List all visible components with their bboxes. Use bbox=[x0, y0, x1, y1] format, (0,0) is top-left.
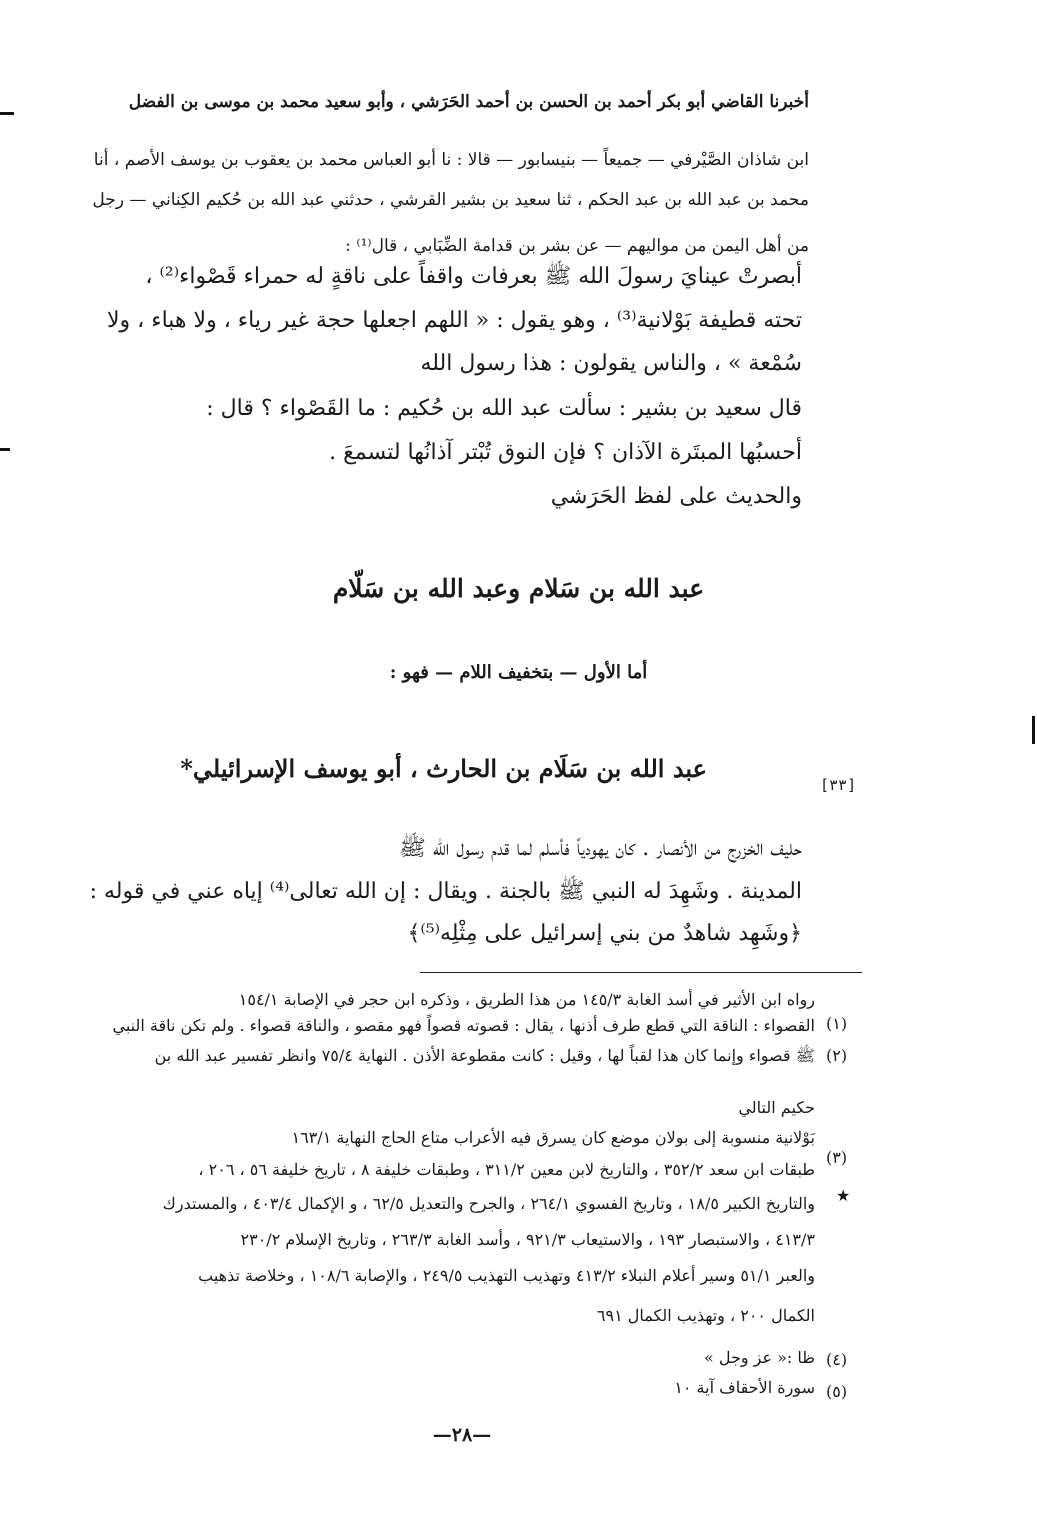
isnad-line-2: ابن شاذان الصَّيْرفي — جميعاً — بنيسابور — قالا : نا أبو العباس محمد بن يعقوب بن يوسف الأصم ، أنا bbox=[93, 150, 809, 170]
margin-mark-bottom bbox=[1032, 716, 1035, 744]
footnote-star-line-5: الكمال ٢٠٠ ، وتهذيب الكمال ٦٩١ bbox=[596, 1306, 815, 1325]
hadith-line-4: قال سعيد بن بشير : سألت عبد الله بن حُكيم : ما القَصْواء ؟ قال : bbox=[206, 396, 802, 421]
subheading: أما الأول — بتخفيف اللام — فهو : bbox=[389, 662, 648, 683]
footnote-2-line-2: ﷺ قصواء وإنما كان هذا لقباً لها ، وقيل : كانت مقطوعة الأذن . النهاية ٧٥/٤ وانظر تفسير عبد الله بن bbox=[154, 1046, 815, 1065]
footnote-5-line-1: سورة الأحقاف آية ١٠ bbox=[674, 1378, 815, 1397]
entry-number: [٣٣] bbox=[820, 776, 857, 794]
hadith-line-6: والحديث على لفظ الحَرَشي bbox=[550, 484, 802, 509]
hadith-line-3: سُمْعة » ، والناس يقولون : هذا رسول الله bbox=[420, 351, 802, 376]
footnote-3-number: (٣) bbox=[826, 1148, 848, 1167]
footnote-star-line-3: ٤١٣/٣ ، والاستبصار ١٩٣ ، والاستيعاب ٩٢١/٣ ، وأسد الغابة ٢٦٣/٣ ، وتاريخ الإسلام ٢٣٠/٢ bbox=[240, 1230, 815, 1249]
isnad-line-1: أخبرنا القاضي أبو بكر أحمد بن الحسن بن أحمد الحَرَشي ، وأبو سعيد محمد بن موسى بن الفضل bbox=[128, 92, 809, 112]
footnote-3-line-1: بَوْلانية منسوبة إلى بولان موضع كان يسرق فيه الأعراب متاع الحاج النهاية ١٦٣/١ bbox=[291, 1128, 815, 1147]
hadith-line-1: أبصرتْ عينايَ رسولَ الله ﷺ بعرفات واقفاً على ناقةٍ له حمراء قَصْواء⁽²⁾ ، bbox=[145, 264, 802, 289]
footnote-star-line-2: والتاريخ الكبير ١٨/٥ ، وتاريخ الفسوي ٢٦٤/١ ، والجرح والتعديل ٦٢/٥ ، و الإكمال ٤٠٣/٤ ، والمستدرك bbox=[162, 1194, 815, 1213]
footnote-star-line-4: والعبر ٥١/١ وسير أعلام النبلاء ٤١٣/٢ وتهذيب التهذيب ٢٤٩/٥ ، والإصابة ١٠٨/٦ ، وخلاصة تذهيب bbox=[198, 1266, 815, 1285]
entry-line-1: حليف الخزرج من الأنصار . كان يهودياً فأسلم لما قدم رسول الله ﷺ bbox=[399, 836, 802, 861]
footnote-2-line-3: حكيم التالي bbox=[738, 1098, 815, 1117]
entry-line-2: المدينة . وشَهِدَ له النبي ﷺ بالجنة . ويقال : إن الله تعالى⁽⁴⁾ إياه عني في قوله : bbox=[89, 879, 802, 904]
margin-mark-middle bbox=[0, 448, 10, 451]
entry-title: عبد الله بن سَلَام بن الحارث ، أبو يوسف الإسرائيلي* bbox=[180, 754, 707, 783]
page-number: —٢٨— bbox=[432, 1424, 492, 1446]
footnote-4-number: (٤) bbox=[826, 1350, 848, 1369]
footnote-4-line-1: ظا :« عز وجل » bbox=[703, 1348, 815, 1367]
footnote-star-line-1: طبقات ابن سعد ٣٥٢/٢ ، والتاريخ لابن معين ٣١١/٢ ، وطبقات خليفة ٨ ، تاريخ خليفة ٥٦ ، ٢٠٦ ، bbox=[198, 1160, 815, 1179]
entry-line-3: ﴿وشَهِد شاهدٌ من بني إسرائيل على مِثْلِه⁽⁵⁾﴾ bbox=[407, 921, 802, 946]
footnote-1-number: (١) bbox=[826, 1014, 848, 1033]
isnad-line-3: محمد بن عبد الله بن عبد الحكم ، ثنا سعيد بن بشير القرشي ، حدثني عبد الله بن حُكيم الكِناني — رجل bbox=[92, 190, 809, 210]
section-heading: عبد الله بن سَلام وعبد الله بن سَلّام bbox=[332, 574, 705, 603]
footnote-5-number: (٥) bbox=[826, 1382, 848, 1401]
footnote-2-line-1: القصواء : الناقة التي قطع طرف أذنها ، يقال : قصوته قصواً فهو مقصو ، والناقة قصواء . ولم تكن ناقة النبي bbox=[112, 1016, 815, 1035]
footnote-separator bbox=[420, 972, 862, 973]
hadith-line-2: تحته قطيفة بَوْلانية⁽³⁾ ، وهو يقول : « اللهم اجعلها حجة غير رياء ، ولا هباء ، ولا bbox=[106, 308, 802, 333]
isnad-line-4: من أهل اليمن من مواليهم — عن بشر بن قدامة الضِّبَابي ، قال⁽¹⁾ : bbox=[345, 236, 809, 256]
footnote-2-number: (٢) bbox=[826, 1046, 848, 1065]
footnote-star-mark: ★ bbox=[836, 1186, 851, 1205]
footnote-1-line-1: رواه ابن الأثير في أسد الغابة ١٤٥/٣ من هذا الطريق ، وذكره ابن حجر في الإصابة ١٥٤/١ bbox=[238, 990, 815, 1009]
margin-mark-top bbox=[0, 112, 14, 115]
hadith-line-5: أحسبُها المبتَرة الآذان ؟ فإن النوق تُبْتر آذانُها لتسمعَ . bbox=[329, 440, 802, 465]
